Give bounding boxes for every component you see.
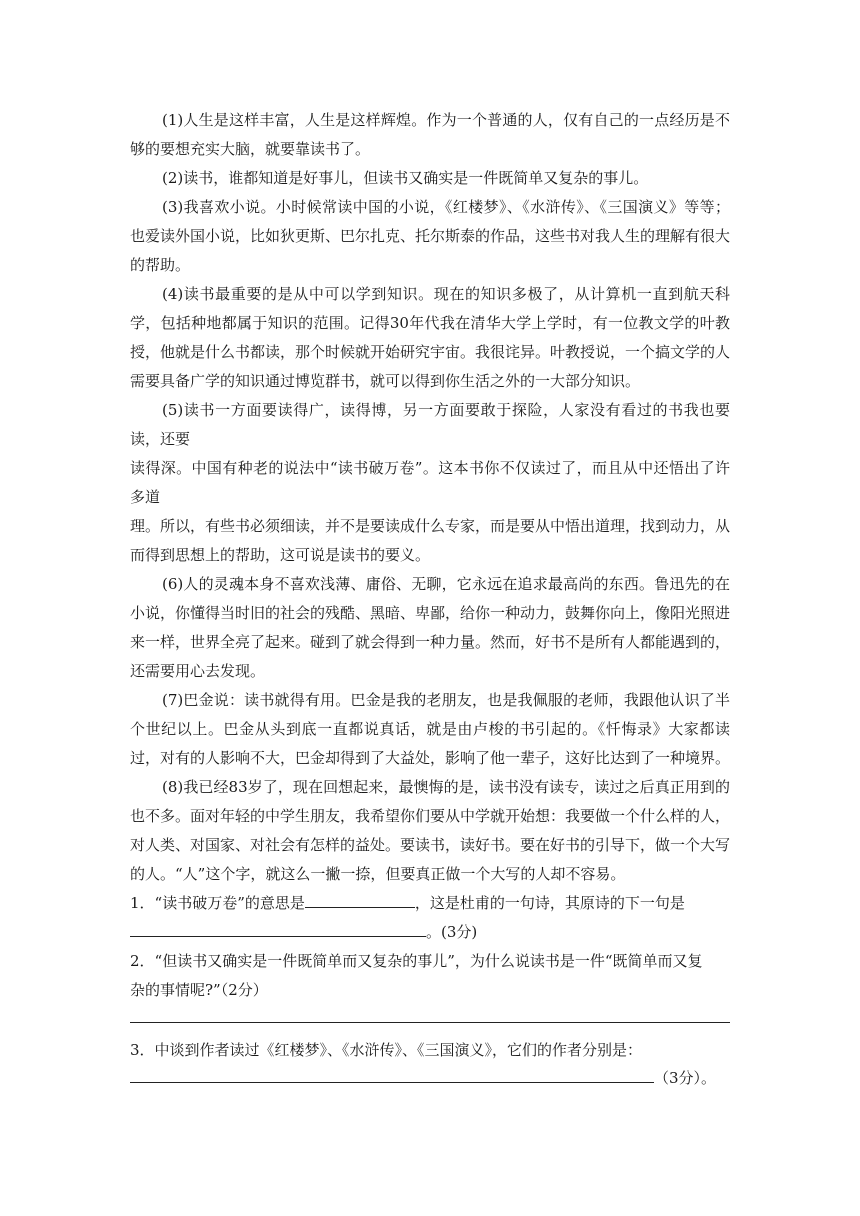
paragraph-4: (4)读书最重要的是从中可以学到知识。现在的知识多极了，从计算机一直到航天科学，包括种地都属于知识的范围。记得30年代我在清华大学上学时，有一位教文学的叶教授，他就是什么书都读，那个时候就开始研究宇宙。我很诧异。叶教授说，一个搞文学的人需要具备广学的知识通过博览群书，就可以得到你生活之外的一大部分知识。 <box>130 285 731 390</box>
question-3-answer-blank[interactable] <box>130 1067 654 1083</box>
paragraph-3: (3)我喜欢小说。小时候常读中国的小说，《红楼梦》、《水浒传》、《三国演义》等等；也爱读外国小说，比如狄更斯、巴尔扎克、托尔斯泰的作品，这些书对我人生的理解有很大的帮助。 <box>130 198 731 274</box>
question-1-text-a: 1．“读书破万卷”的意思是 <box>130 894 305 912</box>
paragraph-1: (1)人生是这样丰富，人生是这样辉煌。作为一个普通的人，仅有自己的一点经历是不够的要想充实大脑，就要靠读书了。 <box>130 111 730 158</box>
question-1-text-c: 。(3分) <box>426 923 478 941</box>
paragraph-5-line-3: 理。所以，有些书必须细读，并不是要读成什么专家，而是要从中悟出道理，找到动力，从而得到思想上的帮助，这可说是读书的要义。 <box>130 517 731 564</box>
question-1-text-b: ，这是杜甫的一句诗，其原诗的下一句是 <box>414 894 685 912</box>
question-3-score: （3分）。 <box>654 1069 717 1087</box>
paragraph-8: (8)我已经83岁了，现在回想起来，最懊悔的是，读书没有读专，读过之后真正用到的也不多。面对年轻的中学生朋友，我希望你们要从中学就开始想：我要做一个什么样的人，对人类、对国家、对社会有怎样的益处。要读书，读好书。要在好书的引导下，做一个大写的人。“人”这个字，就这么一撇一捺，但要真正做一个大写的人却不容易。 <box>130 778 731 883</box>
question-1-line-1 <box>130 889 685 918</box>
question-2-line-2: 杂的事情呢?”（2分） <box>130 981 268 999</box>
paragraph-2: (2)读书，谁都知道是好事儿，但读书又确实是一件既简单又复杂的事儿。 <box>162 169 649 187</box>
paragraph-6: (6)人的灵魂本身不喜欢浅薄、庸俗、无聊，它永远在追求最高尚的东西。鲁迅先的在小说，你懂得当时旧的社会的残酷、黑暗、卑鄙，给你一种动力，鼓舞你向上，像阳光照进来一样，世界全亮了起来。碰到了就会得到一种力量。然而，好书不是所有人都能遇到的，还需要用心去发现。 <box>130 575 731 680</box>
question-3-line-1: 3．中谈到作者读过《红楼梦》、《水浒传》、《三国演义》，它们的作者分别是： <box>130 1041 643 1059</box>
paragraph-5-line-2: 读得深。中国有种老的说法中“读书破万卷”。这本书你不仅读过了，而且从中还悟出了许多道 <box>130 459 730 506</box>
question-2-answer-line[interactable] <box>130 1022 730 1023</box>
paragraph-7: (7)巴金说：读书就得有用。巴金是我的老朋友，也是我佩服的老师，我跟他认识了半个世纪以上。巴金从头到底一直都说真话，就是由卢梭的书引起的。《忏悔录》大家都读过，对有的人影响不大，巴金却得到了大益处，影响了他一辈子，这好比达到了一种境界。 <box>130 691 731 767</box>
question-1-answer-blank-2[interactable] <box>130 921 426 937</box>
paragraph-5-line-1: (5)读书一方面要读得广，读得博，另一方面要敢于探险，人家没有看过的书我也要读，还要 <box>130 401 730 448</box>
question-1-answer-blank-1[interactable] <box>305 892 415 908</box>
question-3-line-2 <box>130 1064 716 1093</box>
question-2-line-1: 2．“但读书又确实是一件既简单而又复杂的事儿”，为什么说读书是一件“既简单而又复 <box>130 952 703 970</box>
question-1-line-2 <box>130 918 477 947</box>
